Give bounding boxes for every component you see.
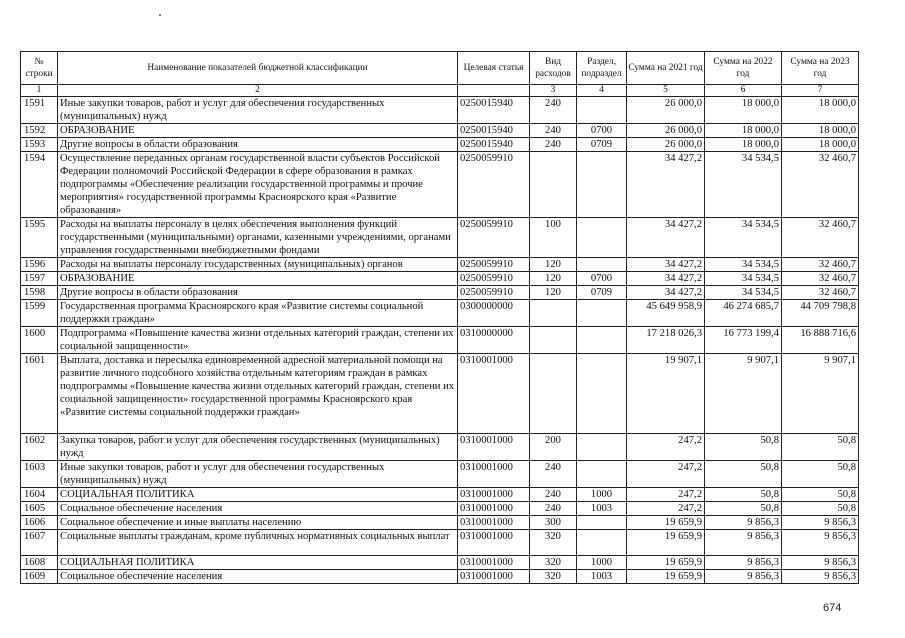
row-section-cell: 1003: [577, 570, 627, 584]
table-row: [21, 570, 859, 584]
row-section-cell: 0709: [577, 286, 627, 300]
row-section-cell: [577, 327, 627, 354]
row-name-cell: Государственная программа Красноярского края «Развитие системы социальной поддержки граждан»: [58, 300, 458, 327]
row-number-cell: 1594: [21, 152, 58, 218]
budget-table: [20, 51, 859, 584]
row-target-article-cell: 0310001000: [458, 556, 530, 570]
row-name-cell: Выплата, доставка и пересылка единовременной адресной материальной помощи на развитие личного подсобного хозяйства отдельным категориям граждан в рамках подпрограммы «Повышение качества жизни отдельных категорий граждан, степени их социальной защищенности» государственной программы Красноярского края «Развитие системы социальной поддержки граждан»: [58, 354, 458, 434]
header-expense-type: Вид расходов: [530, 52, 577, 85]
row-sum-2023-cell: 32 460,7: [782, 258, 859, 272]
row-name-cell: Расходы на выплаты персоналу государственных (муниципальных) органов: [58, 258, 458, 272]
row-expense-type-cell: 320: [530, 570, 577, 584]
row-expense-type-cell: 240: [530, 502, 577, 516]
row-expense-type-cell: 120: [530, 258, 577, 272]
row-section-cell: [577, 258, 627, 272]
row-number-cell: 1608: [21, 556, 58, 570]
row-section-cell: 0700: [577, 124, 627, 138]
table-row: [21, 502, 859, 516]
column-number: 4: [577, 85, 627, 97]
row-expense-type-cell: [530, 354, 577, 434]
row-sum-2023-cell: 9 856,3: [782, 530, 859, 556]
row-expense-type-cell: [530, 152, 577, 218]
column-number: 2: [58, 85, 458, 97]
table-row: [21, 152, 859, 218]
row-sum-2023-cell: 9 907,1: [782, 354, 859, 434]
row-number-cell: 1607: [21, 530, 58, 556]
table-row: [21, 556, 859, 570]
row-sum-2021-cell: 247,2: [627, 434, 705, 461]
row-sum-2021-cell: 34 427,2: [627, 258, 705, 272]
table-row: [21, 488, 859, 502]
row-target-article-cell: 0310000000: [458, 327, 530, 354]
table-header-row: [21, 52, 859, 85]
table-row: [21, 218, 859, 258]
row-expense-type-cell: [530, 300, 577, 327]
row-name-cell: Другие вопросы в области образования: [58, 286, 458, 300]
row-sum-2023-cell: 18 000,0: [782, 97, 859, 124]
row-sum-2023-cell: 50,8: [782, 461, 859, 488]
row-sum-2021-cell: 17 218 026,3: [627, 327, 705, 354]
row-number-cell: 1601: [21, 354, 58, 434]
row-section-cell: [577, 434, 627, 461]
table-row: [21, 461, 859, 488]
table-row: [21, 124, 859, 138]
row-number-cell: 1602: [21, 434, 58, 461]
row-number-cell: 1605: [21, 502, 58, 516]
row-section-cell: 1000: [577, 488, 627, 502]
row-expense-type-cell: 240: [530, 97, 577, 124]
table-row: [21, 97, 859, 124]
row-name-cell: Другие вопросы в области образования: [58, 138, 458, 152]
header-sum-2021: Сумма на 2021 год: [627, 52, 705, 85]
row-number-cell: 1592: [21, 124, 58, 138]
row-expense-type-cell: 320: [530, 556, 577, 570]
table-row: [21, 530, 859, 556]
row-sum-2021-cell: 247,2: [627, 461, 705, 488]
row-expense-type-cell: 120: [530, 286, 577, 300]
row-name-cell: Социальное обеспечение населения: [58, 502, 458, 516]
row-expense-type-cell: 120: [530, 272, 577, 286]
row-number-cell: 1593: [21, 138, 58, 152]
row-sum-2021-cell: 247,2: [627, 488, 705, 502]
row-number-cell: 1600: [21, 327, 58, 354]
row-sum-2021-cell: 26 000,0: [627, 124, 705, 138]
row-sum-2023-cell: 16 888 716,6: [782, 327, 859, 354]
row-target-article-cell: 0250015940: [458, 124, 530, 138]
row-sum-2022-cell: 9 856,3: [705, 530, 782, 556]
column-number: 3: [530, 85, 577, 97]
row-sum-2021-cell: 26 000,0: [627, 97, 705, 124]
row-number-cell: 1603: [21, 461, 58, 488]
row-sum-2021-cell: 19 659,9: [627, 516, 705, 530]
row-section-cell: [577, 300, 627, 327]
row-name-cell: ОБРАЗОВАНИЕ: [58, 272, 458, 286]
row-sum-2022-cell: 34 534,5: [705, 218, 782, 258]
scan-dust-mark: [159, 14, 161, 16]
row-section-cell: [577, 530, 627, 556]
row-section-cell: [577, 218, 627, 258]
row-sum-2023-cell: 32 460,7: [782, 272, 859, 286]
page-number: 674: [823, 602, 842, 614]
row-target-article-cell: 0250059910: [458, 152, 530, 218]
table-row: [21, 516, 859, 530]
row-section-cell: [577, 516, 627, 530]
row-section-cell: [577, 461, 627, 488]
header-section: Раздел, подраздел: [577, 52, 627, 85]
row-target-article-cell: 0250059910: [458, 272, 530, 286]
row-sum-2023-cell: 9 856,3: [782, 516, 859, 530]
row-sum-2023-cell: 50,8: [782, 488, 859, 502]
row-sum-2023-cell: 32 460,7: [782, 218, 859, 258]
row-target-article-cell: 0310001000: [458, 570, 530, 584]
row-target-article-cell: 0250059910: [458, 218, 530, 258]
row-sum-2021-cell: 34 427,2: [627, 286, 705, 300]
row-name-cell: СОЦИАЛЬНАЯ ПОЛИТИКА: [58, 556, 458, 570]
row-section-cell: [577, 97, 627, 124]
row-expense-type-cell: [530, 327, 577, 354]
row-target-article-cell: 0310001000: [458, 434, 530, 461]
column-number: 5: [627, 85, 705, 97]
row-section-cell: 0700: [577, 272, 627, 286]
row-expense-type-cell: 100: [530, 218, 577, 258]
row-section-cell: 0709: [577, 138, 627, 152]
row-number-cell: 1591: [21, 97, 58, 124]
row-name-cell: Осуществление переданных органам государственной власти субъектов Российской Федерации полномочий Российской Федерации в сфере образования в рамках подпрограммы «Обеспечение реализации государственной программы и прочие мероприятия» государственной программы Красноярского края «Развитие образования»: [58, 152, 458, 218]
row-number-cell: 1609: [21, 570, 58, 584]
row-sum-2021-cell: 34 427,2: [627, 218, 705, 258]
row-number-cell: 1598: [21, 286, 58, 300]
row-section-cell: 1003: [577, 502, 627, 516]
row-sum-2022-cell: 18 000,0: [705, 138, 782, 152]
column-number: 1: [21, 85, 58, 97]
row-sum-2023-cell: 32 460,7: [782, 286, 859, 300]
row-name-cell: Иные закупки товаров, работ и услуг для обеспечения государственных (муниципальных) нужд: [58, 97, 458, 124]
table-row: [21, 354, 859, 434]
row-target-article-cell: 0310001000: [458, 530, 530, 556]
row-name-cell: Расходы на выплаты персоналу в целях обеспечения выполнения функций государственными (муниципальными) органами, казенными учреждениями, органами управления государственными внебюджетными фондами: [58, 218, 458, 258]
row-sum-2021-cell: 19 659,9: [627, 556, 705, 570]
budget-table-sheet: [20, 51, 859, 584]
row-expense-type-cell: 240: [530, 124, 577, 138]
row-sum-2023-cell: 9 856,3: [782, 556, 859, 570]
row-sum-2022-cell: 9 856,3: [705, 556, 782, 570]
table-row: [21, 272, 859, 286]
row-section-cell: [577, 152, 627, 218]
row-sum-2021-cell: 26 000,0: [627, 138, 705, 152]
row-sum-2022-cell: 9 907,1: [705, 354, 782, 434]
column-number: 7: [782, 85, 859, 97]
row-sum-2023-cell: 50,8: [782, 434, 859, 461]
row-sum-2021-cell: 19 907,1: [627, 354, 705, 434]
row-name-cell: Подпрограмма «Повышение качества жизни отдельных категорий граждан, степени их социальной защищенности»: [58, 327, 458, 354]
row-target-article-cell: 0310001000: [458, 502, 530, 516]
row-number-cell: 1604: [21, 488, 58, 502]
row-name-cell: ОБРАЗОВАНИЕ: [58, 124, 458, 138]
column-number: [458, 85, 530, 97]
header-target-article: Целевая статья: [458, 52, 530, 85]
row-number-cell: 1606: [21, 516, 58, 530]
row-number-cell: 1596: [21, 258, 58, 272]
column-number-row: [21, 85, 859, 97]
row-number-cell: 1595: [21, 218, 58, 258]
row-expense-type-cell: 240: [530, 138, 577, 152]
row-target-article-cell: 0250015940: [458, 97, 530, 124]
table-row: [21, 286, 859, 300]
row-sum-2023-cell: 32 460,7: [782, 152, 859, 218]
row-target-article-cell: 0310001000: [458, 488, 530, 502]
row-sum-2023-cell: 18 000,0: [782, 138, 859, 152]
row-target-article-cell: 0250015940: [458, 138, 530, 152]
row-sum-2022-cell: 18 000,0: [705, 124, 782, 138]
row-name-cell: Закупка товаров, работ и услуг для обеспечения государственных (муниципальных) нужд: [58, 434, 458, 461]
row-sum-2022-cell: 50,8: [705, 461, 782, 488]
row-sum-2022-cell: 50,8: [705, 502, 782, 516]
header-row-number: № строки: [21, 52, 58, 85]
row-number-cell: 1599: [21, 300, 58, 327]
table-row: [21, 258, 859, 272]
row-sum-2022-cell: 16 773 199,4: [705, 327, 782, 354]
table-row: [21, 138, 859, 152]
table-row: [21, 327, 859, 354]
row-sum-2021-cell: 45 649 958,9: [627, 300, 705, 327]
row-sum-2022-cell: 9 856,3: [705, 570, 782, 584]
row-expense-type-cell: 320: [530, 530, 577, 556]
row-sum-2023-cell: 9 856,3: [782, 570, 859, 584]
row-sum-2021-cell: 19 659,9: [627, 530, 705, 556]
row-expense-type-cell: 240: [530, 488, 577, 502]
row-name-cell: Социальное обеспечение населения: [58, 570, 458, 584]
row-sum-2021-cell: 34 427,2: [627, 152, 705, 218]
row-section-cell: 1000: [577, 556, 627, 570]
row-name-cell: Социальные выплаты гражданам, кроме публичных нормативных социальных выплат: [58, 530, 458, 556]
row-expense-type-cell: 300: [530, 516, 577, 530]
header-sum-2022: Сумма на 2022 год: [705, 52, 782, 85]
table-row: [21, 300, 859, 327]
row-sum-2022-cell: 9 856,3: [705, 516, 782, 530]
row-sum-2022-cell: 50,8: [705, 488, 782, 502]
row-name-cell: Социальное обеспечение и иные выплаты населению: [58, 516, 458, 530]
row-sum-2023-cell: 18 000,0: [782, 124, 859, 138]
table-row: [21, 434, 859, 461]
row-name-cell: Иные закупки товаров, работ и услуг для обеспечения государственных (муниципальных) нужд: [58, 461, 458, 488]
row-section-cell: [577, 354, 627, 434]
row-sum-2022-cell: 46 274 685,7: [705, 300, 782, 327]
row-target-article-cell: 0250059910: [458, 258, 530, 272]
row-sum-2021-cell: 247,2: [627, 502, 705, 516]
row-sum-2022-cell: 50,8: [705, 434, 782, 461]
row-sum-2022-cell: 34 534,5: [705, 272, 782, 286]
row-number-cell: 1597: [21, 272, 58, 286]
row-sum-2023-cell: 44 709 798,8: [782, 300, 859, 327]
row-target-article-cell: 0310001000: [458, 354, 530, 434]
row-target-article-cell: 0300000000: [458, 300, 530, 327]
row-target-article-cell: 0250059910: [458, 286, 530, 300]
row-sum-2022-cell: 34 534,5: [705, 286, 782, 300]
row-target-article-cell: 0310001000: [458, 516, 530, 530]
row-sum-2021-cell: 19 659,9: [627, 570, 705, 584]
row-sum-2022-cell: 18 000,0: [705, 97, 782, 124]
column-number: 6: [705, 85, 782, 97]
row-expense-type-cell: 200: [530, 434, 577, 461]
row-sum-2023-cell: 50,8: [782, 502, 859, 516]
row-name-cell: СОЦИАЛЬНАЯ ПОЛИТИКА: [58, 488, 458, 502]
header-name: Наименование показателей бюджетной классификации: [58, 52, 458, 85]
row-sum-2021-cell: 34 427,2: [627, 272, 705, 286]
row-sum-2022-cell: 34 534,5: [705, 258, 782, 272]
row-target-article-cell: 0310001000: [458, 461, 530, 488]
row-expense-type-cell: 240: [530, 461, 577, 488]
header-sum-2023: Сумма на 2023 год: [782, 52, 859, 85]
row-sum-2022-cell: 34 534,5: [705, 152, 782, 218]
